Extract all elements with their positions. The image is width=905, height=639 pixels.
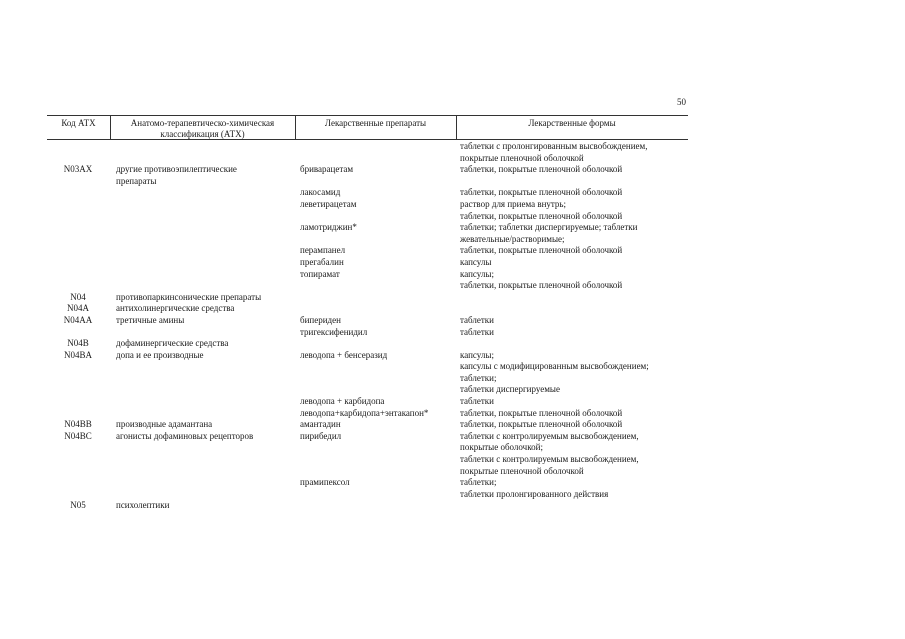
table-row: [47, 327, 688, 339]
dosage-form-cell: таблетки, покрытые пленочной оболочкой: [460, 407, 623, 418]
dosage-form-cell: таблетки, покрытые пленочной оболочкой: [460, 245, 623, 256]
atc-code-cell: N03AX: [63, 164, 93, 175]
atc-code-cell: N04AA: [63, 314, 93, 325]
classification-cell: агонисты дофаминовых рецепторов: [116, 430, 254, 441]
table-row: [47, 361, 688, 373]
dosage-form-cell: раствор для приема внутрь;: [460, 198, 567, 209]
drug-cell: прамипексол: [300, 477, 350, 488]
header-atc-classification: [110, 118, 295, 139]
atc-code-cell: N04A: [67, 303, 89, 314]
drug-cell: топирамат: [300, 268, 340, 279]
dosage-form-cell: таблетки; таблетки диспергируемые; таблетки: [460, 222, 638, 233]
table-row: [47, 199, 688, 211]
dosage-form-cell: таблетки пролонгированного действия: [460, 488, 609, 499]
table-row: [47, 257, 688, 269]
dosage-form-cell: таблетки: [460, 314, 495, 325]
drug-cell: бриварацетам: [300, 164, 354, 175]
table-row: [47, 454, 688, 466]
table-row: [47, 466, 688, 478]
drug-cell: леветирацетам: [300, 198, 357, 209]
table-row: [47, 187, 688, 199]
header-atc-classification-line2: классификация (АТХ): [160, 128, 245, 139]
table-header-rule: [47, 139, 688, 140]
page-number: 50: [677, 97, 686, 107]
table-row: [47, 419, 688, 431]
drug-cell: тригексифенидил: [300, 326, 368, 337]
table-row: [47, 269, 688, 281]
table-row: [47, 164, 688, 176]
dosage-form-cell: таблетки, покрытые пленочной оболочкой: [460, 419, 623, 430]
table-row: [47, 338, 688, 350]
classification-cell: допа и ее производные: [116, 349, 204, 360]
table-body: [47, 141, 688, 512]
table-row: [47, 292, 688, 304]
table-row: [47, 489, 688, 501]
table-row: [47, 373, 688, 385]
classification-cell: другие противоэпилептические: [116, 164, 237, 175]
table-row: [47, 431, 688, 443]
dosage-form-cell: таблетки, покрытые пленочной оболочкой: [460, 210, 623, 221]
atc-code-cell: N04BC: [64, 430, 92, 441]
atc-code-cell: N04: [70, 291, 86, 302]
classification-cell: препараты: [116, 175, 157, 186]
atc-code-cell: N04B: [67, 338, 89, 349]
dosage-form-cell: покрытые оболочкой;: [460, 442, 543, 453]
table-row: [47, 442, 688, 454]
table-row: [47, 141, 688, 153]
dosage-form-cell: таблетки: [460, 396, 495, 407]
atc-code-cell: N05: [70, 500, 86, 511]
table-row: [47, 303, 688, 315]
table-row: [47, 396, 688, 408]
drug-cell: лакосамид: [300, 187, 341, 198]
dosage-form-cell: таблетки с пролонгированным высвобождением,: [460, 141, 648, 151]
table-row: [47, 477, 688, 489]
table-row: [47, 222, 688, 234]
table-row: [47, 234, 688, 246]
dosage-form-cell: таблетки, покрытые пленочной оболочкой: [460, 164, 623, 175]
header-drugs: Лекарственные препараты: [324, 118, 427, 128]
dosage-form-cell: капсулы с модифицированным высвобождением;: [460, 361, 649, 372]
classification-cell: противопаркинсонические препараты: [116, 291, 262, 302]
drug-cell: пирибедил: [300, 430, 342, 441]
dosage-form-cell: таблетки диспергируемые: [460, 384, 560, 395]
table-row: [47, 280, 688, 292]
drug-cell: перампанел: [300, 245, 346, 256]
drug-cell: леводопа+карбидопа+энтакапон*: [300, 407, 429, 418]
table-row: [47, 211, 688, 223]
dosage-form-cell: жевательные/растворимые;: [460, 233, 565, 244]
drug-cell: амантадин: [300, 419, 341, 430]
dosage-form-cell: капсулы;: [460, 268, 494, 279]
table-row: [47, 153, 688, 165]
table-row: [47, 315, 688, 327]
classification-cell: психолептики: [116, 500, 170, 511]
dosage-form-cell: таблетки, покрытые пленочной оболочкой: [460, 187, 623, 198]
drug-cell: леводопа + карбидопа: [300, 396, 385, 407]
header-atc-code: Код АТХ: [61, 118, 96, 128]
dosage-form-cell: таблетки;: [460, 477, 497, 488]
table-row: [47, 384, 688, 396]
classification-cell: третичные амины: [116, 314, 185, 325]
header-dosage-forms: Лекарственные формы: [528, 118, 616, 128]
dosage-form-cell: капсулы: [460, 256, 492, 267]
drug-cell: бипериден: [300, 314, 341, 325]
table-row: [47, 350, 688, 362]
classification-cell: антихолинергические средства: [116, 303, 235, 314]
dosage-form-cell: покрытые пленочной оболочкой: [460, 152, 584, 163]
drug-cell: леводопа + бенсеразид: [300, 349, 388, 360]
dosage-form-cell: капсулы;: [460, 349, 494, 360]
classification-cell: производные адамантана: [116, 419, 213, 430]
table-row: [47, 408, 688, 420]
table-top-rule: [47, 115, 688, 116]
dosage-form-cell: таблетки с контролируемым высвобождением,: [460, 454, 639, 465]
table-row: [47, 245, 688, 257]
atc-code-cell: N04BB: [64, 419, 92, 430]
drug-cell: ламотриджин*: [300, 222, 357, 233]
classification-cell: дофаминергические средства: [116, 338, 229, 349]
dosage-form-cell: таблетки: [460, 326, 495, 337]
dosage-form-cell: покрытые пленочной оболочкой: [460, 465, 584, 476]
table-row: [47, 500, 688, 512]
header-atc-classification-line1: Анатомо-терапевтическо-химическая: [130, 118, 275, 128]
table-row: [47, 176, 688, 188]
atc-code-cell: N04BA: [63, 349, 92, 360]
dosage-form-cell: таблетки, покрытые пленочной оболочкой: [460, 280, 623, 291]
drug-cell: прегабалин: [300, 256, 344, 267]
dosage-form-cell: таблетки;: [460, 372, 497, 383]
dosage-form-cell: таблетки с контролируемым высвобождением,: [460, 430, 639, 441]
